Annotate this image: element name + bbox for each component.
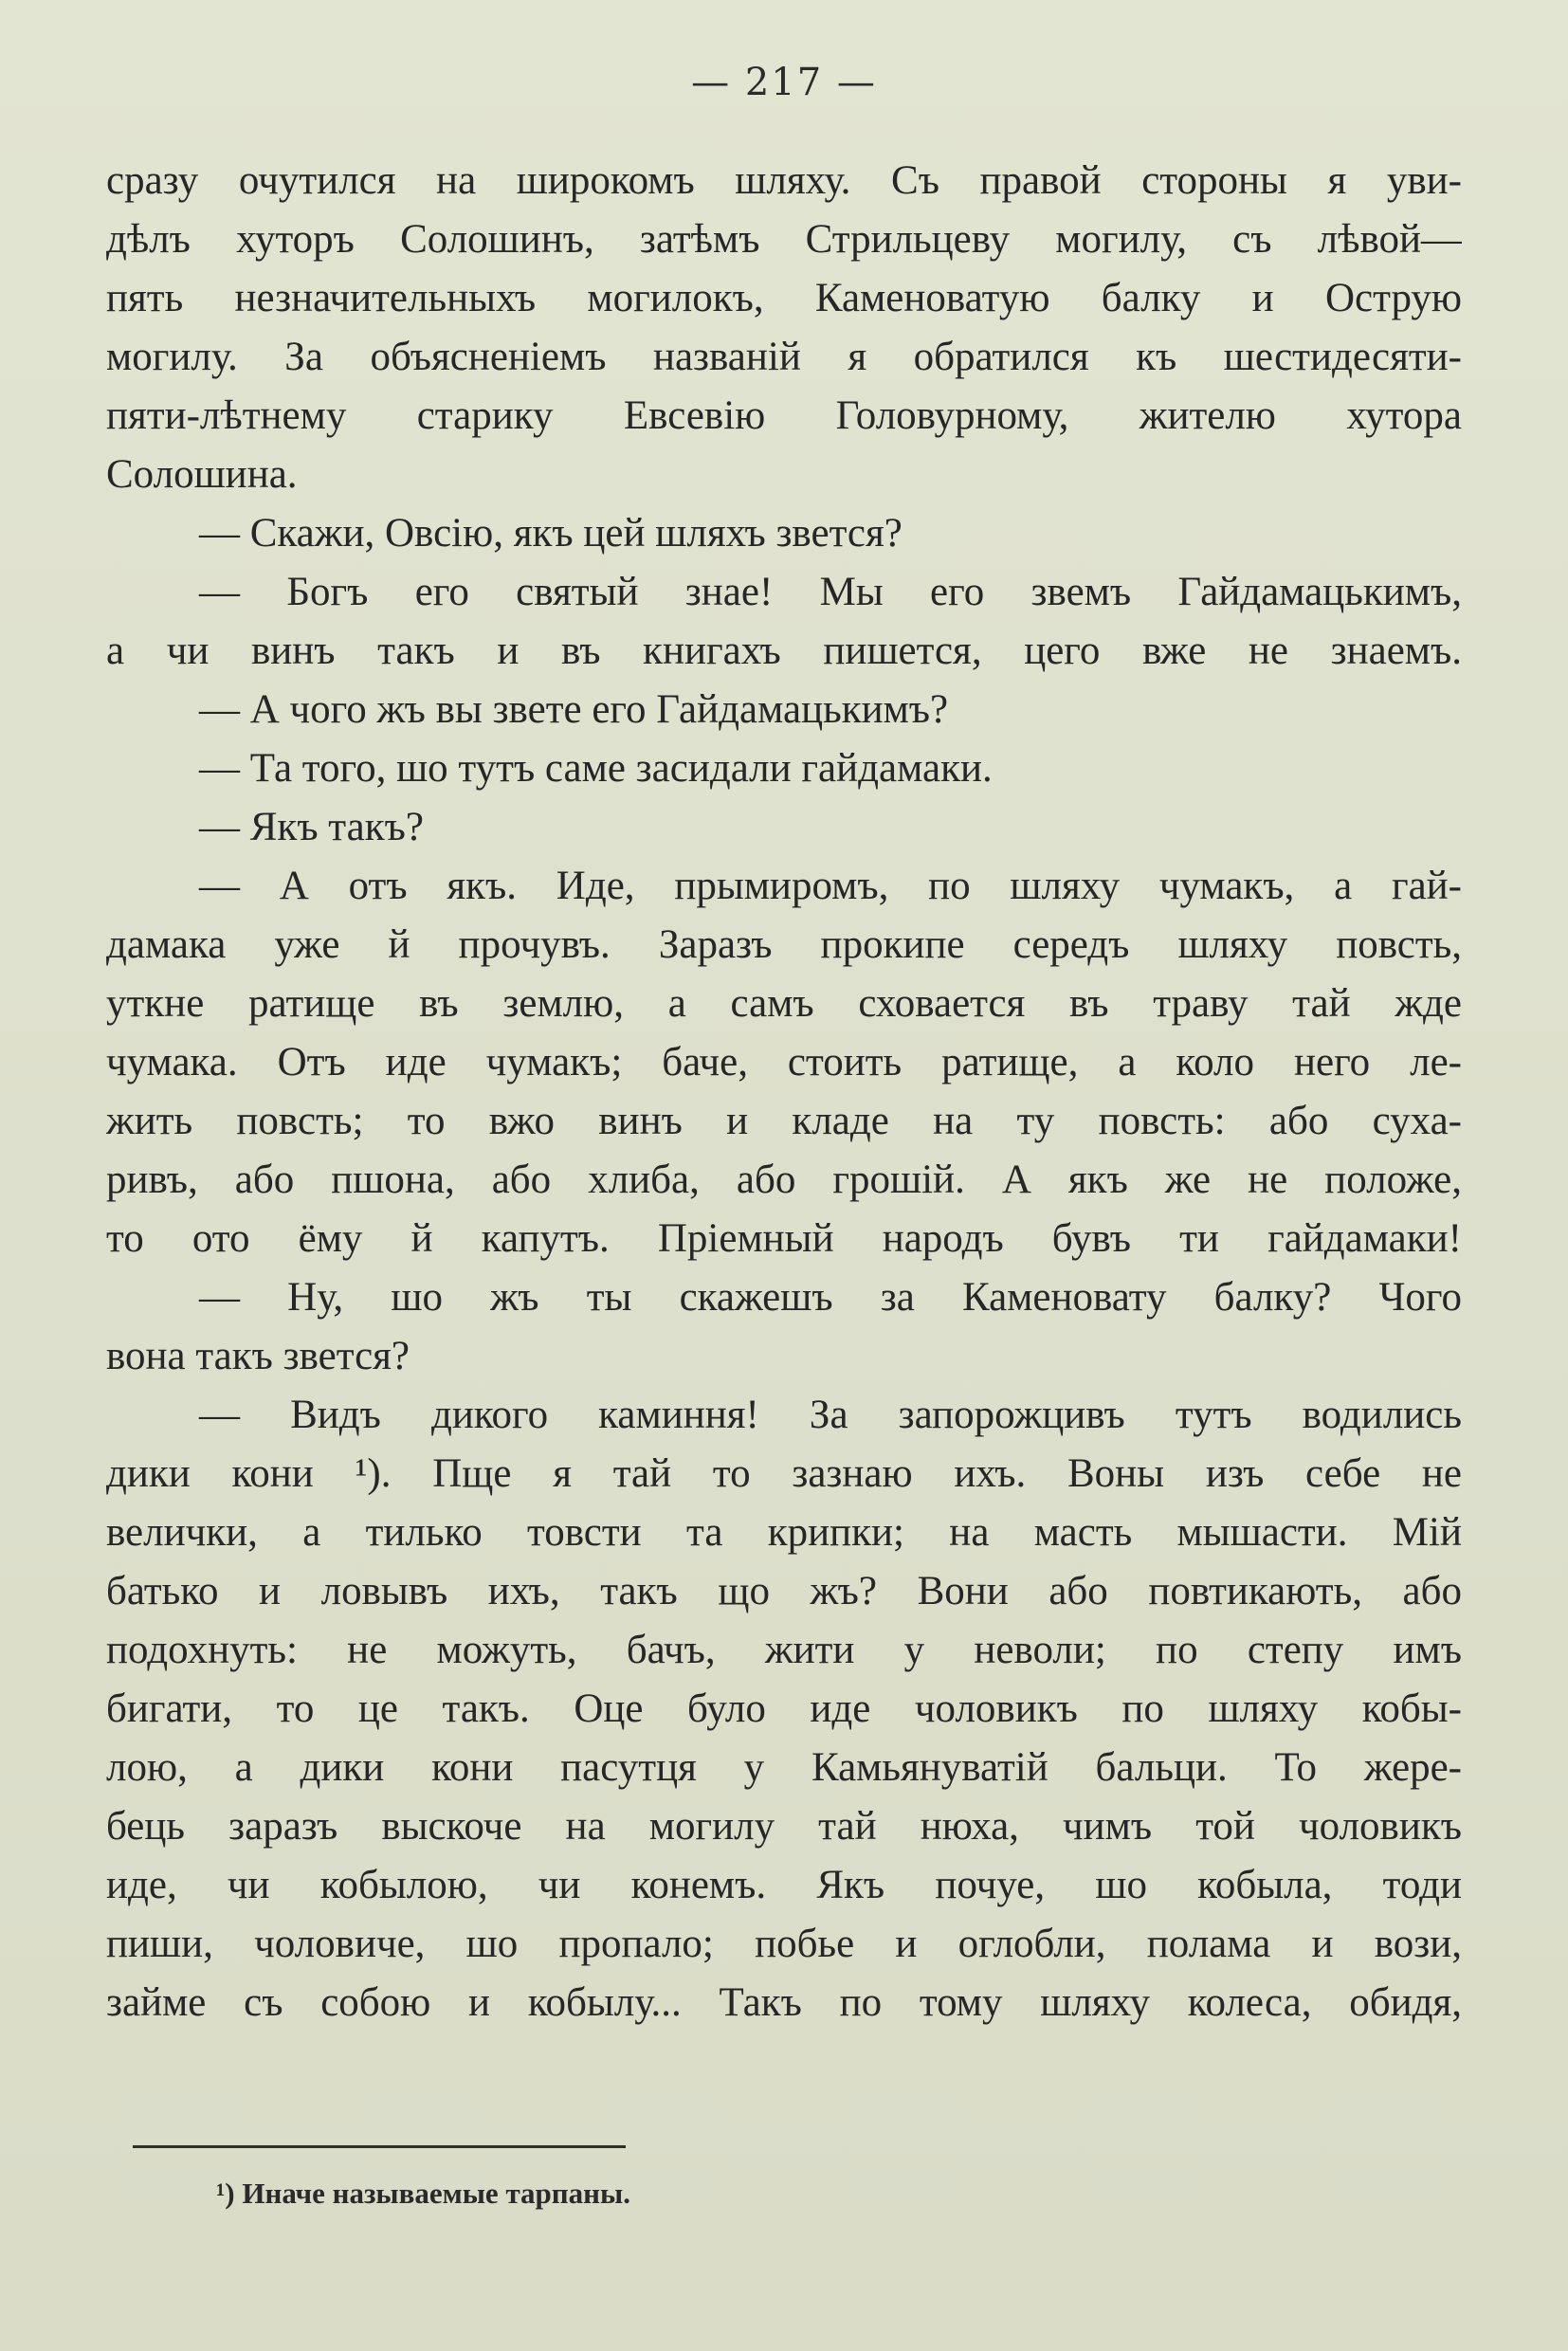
text-line: Солошина. bbox=[106, 452, 298, 497]
text-line: а чи винъ такъ и въ книгахъ пишется, цего вже не знаемъ. bbox=[106, 629, 1462, 673]
text-line: — Та того, шо тутъ саме засидали гайдамаки. bbox=[199, 746, 993, 791]
text-line: иде, чи кобылою, чи конемъ. Якъ почуе, шо кобыла, тоди bbox=[106, 1863, 1462, 1907]
text-line: — Ну, шо жъ ты скажешъ за Каменовату балку? Чого bbox=[199, 1275, 1462, 1320]
text-line: пять незначительныхъ могилокъ, Каменоватую балку и Острую bbox=[106, 276, 1462, 320]
text-line: дѣлъ хуторъ Солошинъ, затѣмъ Стрильцеву могилу, съ лѣвой— bbox=[106, 217, 1462, 262]
text-line: бець заразъ выскоче на могилу тай нюха, чимъ той чоловикъ bbox=[106, 1804, 1462, 1849]
text-line: займе съ собою и кобылу... Такъ по тому шляху колеса, обидя, bbox=[106, 1980, 1462, 2025]
text-line: чумака. Отъ иде чумакъ; баче, стоить ратище, а коло него ле- bbox=[106, 1040, 1462, 1084]
text-line: — А чого жъ вы звете его Гайдамацькимъ? bbox=[199, 687, 949, 732]
text-line: вона такъ звется? bbox=[106, 1334, 410, 1378]
text-line: пиши, чоловиче, шо пропало; побье и оглобли, полама и вози, bbox=[106, 1922, 1462, 1966]
text-line: — Видъ дикого каминня! За запорожцивъ тутъ водились bbox=[199, 1393, 1462, 1437]
text-line: уткне ратище въ землю, а самъ сховается въ траву тай жде bbox=[106, 981, 1462, 1026]
text-line: велички, а тилько товсти та крипки; на масть мышасти. Мій bbox=[106, 1510, 1462, 1555]
text-line: сразу очутился на широкомъ шляху. Съ правой стороны я уви- bbox=[106, 158, 1462, 203]
page-number: — 217 — bbox=[691, 61, 877, 104]
text-line: дамака уже й прочувъ. Заразъ прокипе середъ шляху повсть, bbox=[106, 922, 1462, 967]
text-line: батько и ловывъ ихъ, такъ що жъ? Вони або повтикають, або bbox=[106, 1569, 1462, 1613]
text-line: — Якъ такъ? bbox=[199, 805, 424, 849]
text-line: могилу. За объясненіемъ названій я обратился къ шестидесяти- bbox=[106, 335, 1462, 379]
text-line: жить повсть; то вжо винъ и кладе на ту повсть: або суха- bbox=[106, 1099, 1462, 1143]
text-line: бигати, то це такъ. Оце було иде чоловикъ по шляху кобы- bbox=[106, 1686, 1462, 1731]
text-line: то ото ёму й капутъ. Пріемный народъ бувъ ти гайдамаки! bbox=[106, 1216, 1462, 1261]
text-line: лою, а дики кони пасутця у Камьянуватій бальци. То жере- bbox=[106, 1745, 1462, 1790]
footnote-rule bbox=[133, 2145, 626, 2148]
text-line: — Богъ его святый знае! Мы его звемъ Гайдамацькимъ, bbox=[199, 570, 1462, 614]
text-line: — Скажи, Овсію, якъ цей шляхъ звется? bbox=[199, 511, 903, 556]
text-line: дики кони ¹). Пще я тай то зазнаю ихъ. Воны изъ себе не bbox=[106, 1451, 1462, 1496]
body-text bbox=[106, 152, 1462, 2032]
text-line: подохнуть: не можуть, бачъ, жити у неволи; по степу имъ bbox=[106, 1628, 1462, 1672]
text-line: ривъ, або пшона, або хлиба, або грошій. А якъ же не положе, bbox=[106, 1157, 1462, 1202]
footnote: ¹) Иначе называемые тарпаны. bbox=[216, 2177, 630, 2210]
text-line: — А отъ якъ. Иде, прымиромъ, по шляху чумакъ, а гай- bbox=[199, 864, 1462, 908]
text-line: пяти-лѣтнему старику Евсевію Головурному, жителю хутора bbox=[106, 393, 1462, 438]
